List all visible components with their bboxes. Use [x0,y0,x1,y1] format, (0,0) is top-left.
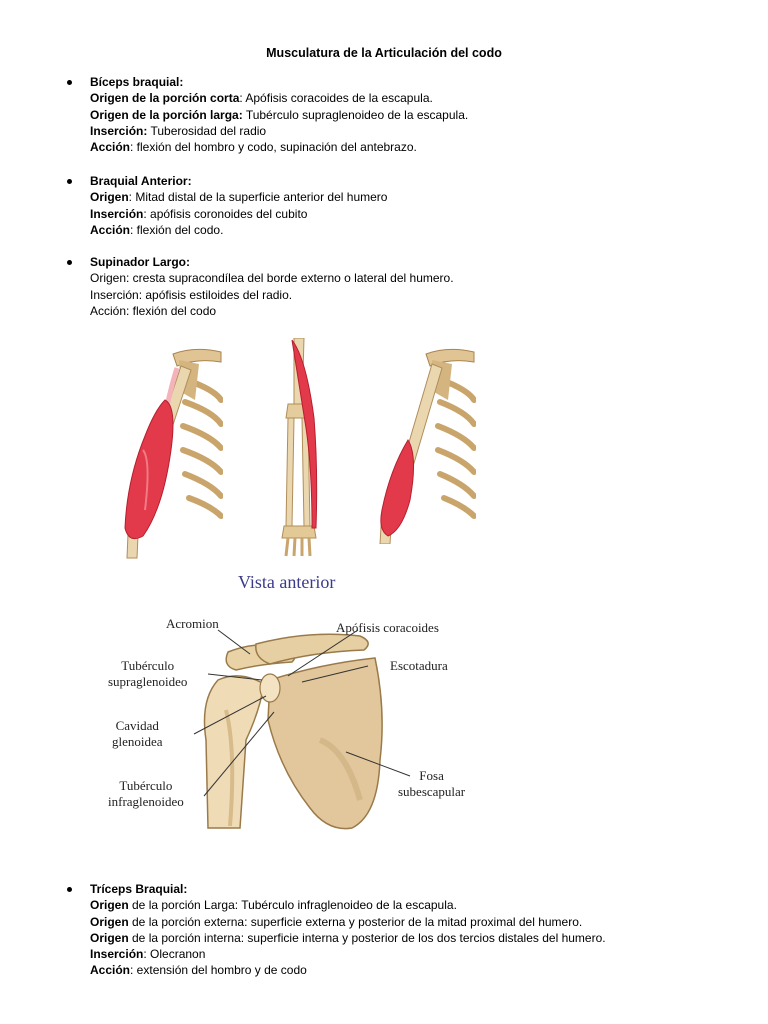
section-heading: Braquial Anterior: [90,174,192,188]
bullet [67,260,72,265]
section-supinador-largo [90,254,454,319]
text-line: Acción: flexión del codo. [90,222,224,237]
braquial-anterior-illustration [374,340,476,544]
bullet [67,179,72,184]
label-cavidad-glenoidea: Cavidad glenoidea [112,718,163,749]
humerus [205,676,265,828]
label-fosa-subescapular: Fosa subescapular [398,768,466,799]
text-line: Acción: extensión del hombro y de codo [90,963,307,978]
text-line: Origen de la porción larga: Tubérculo supraglenoideo de la escapula. [90,107,469,122]
section-triceps [90,881,606,979]
section-heading: Bíceps braquial: [90,75,184,89]
text-line: Origen de la porción interna: superficie interna y posterior de los dos tercios distales del humero. [90,930,606,945]
label-tuberculo-supraglenoideo: Tubérculo supraglenoideo [108,658,188,689]
section-heading: Tríceps Braquial: [90,882,188,896]
text-line: Inserción: Olecranon [90,947,206,962]
text-line: Origen: Mitad distal de la superficie anterior del humero [90,190,388,205]
label-escotadura: Escotadura [390,658,448,673]
diagram-title: Vista anterior [238,572,336,592]
text-line: Origen de la porción externa: superficie externa y posterior de la mitad proximal del humero. [90,914,583,929]
bullet [67,887,72,892]
label-acromion: Acromion [166,616,219,631]
section-heading: Supinador Largo: [90,255,190,269]
text-line: Origen de la porción Larga: Tubérculo infraglenoideo de la escapula. [90,898,457,913]
bullet [67,80,72,85]
braquial-illustration [280,338,326,558]
text-line: Origen de la porción corta: Apófisis coracoides de la escapula. [90,91,433,106]
biceps-illustration [115,340,223,562]
section-braquial-anterior [90,173,387,238]
text-line: Acción: flexión del hombro y codo, supinación del antebrazo. [90,140,417,155]
text-line: Inserción: apófisis estiloides del radio. [90,287,293,302]
section-biceps [90,74,468,155]
text-line: Inserción: apófisis coronoides del cubito [90,206,308,221]
label-apofisis-coracoides: Apófisis coracoides [336,620,439,635]
label-tuberculo-infraglenoideo: Tubérculo infraglenoideo [108,778,184,809]
text-line: Inserción: Tuberosidad del radio [90,123,267,138]
page-title: Musculatura de la Articulación del codo [266,46,502,60]
text-line: Origen: cresta supracondílea del borde externo o lateral del humero. [90,271,454,286]
text-line: Acción: flexión del codo [90,303,217,318]
